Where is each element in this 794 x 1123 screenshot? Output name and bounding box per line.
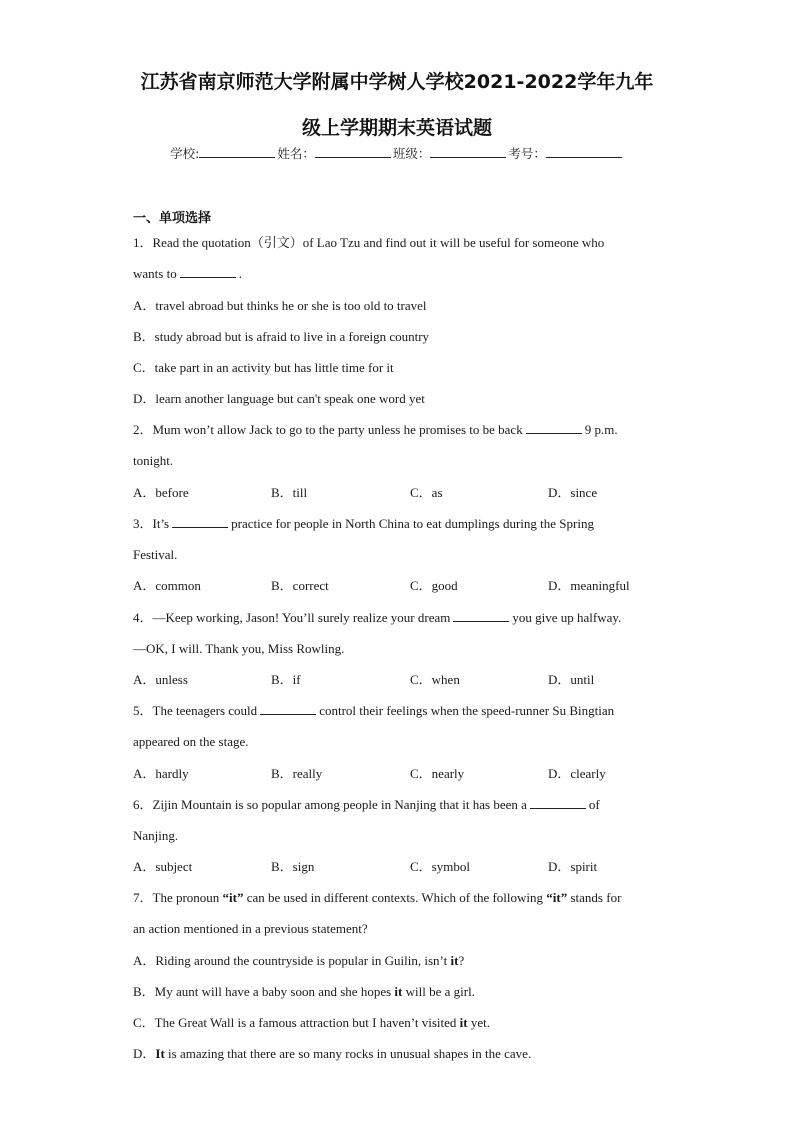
q5-stem-line-1 bbox=[133, 702, 614, 720]
q6-option-a: A．subject bbox=[133, 859, 193, 874]
q4-option-c: C．when bbox=[410, 672, 460, 687]
q4-stem-line-1 bbox=[133, 609, 621, 627]
q3-option-a: A．common bbox=[133, 578, 201, 593]
q1-stem-line-1: 1．Read the quotation（引文）of Lao Tzu and find out it will be useful for someone who bbox=[133, 235, 605, 250]
q7-option-c-end: yet. bbox=[470, 1015, 490, 1030]
q6-stem-line-1 bbox=[133, 796, 600, 814]
q4-stem-text: 4．—Keep working, Jason! You’ll surely realize your dream bbox=[133, 610, 451, 625]
q5-option-c: C．nearly bbox=[410, 766, 465, 781]
q7-option-a-text: A．Riding around the countryside is popular in Guilin, isn’t bbox=[133, 953, 448, 968]
q1-option-a: A．travel abroad but thinks he or she is too old to travel bbox=[133, 298, 427, 313]
q5-stem-text: 5．The teenagers could bbox=[133, 703, 258, 718]
q2-option-c: C．as bbox=[410, 485, 443, 500]
q2-option-d: D．since bbox=[548, 485, 598, 500]
exam-title-line-1: 江苏省南京师范大学附属中学树人学校2021-2022学年九年 bbox=[140, 71, 654, 93]
q3-option-d: D．meaningful bbox=[548, 578, 630, 593]
q6-answer-blank bbox=[530, 797, 586, 809]
q6-stem-end: of bbox=[588, 797, 600, 812]
number-blank bbox=[546, 145, 622, 158]
q3-stem-line-2: Festival. bbox=[133, 547, 178, 562]
q7-option-d-text: is amazing that there are so many rocks in unusual shapes in the cave. bbox=[168, 1046, 532, 1061]
q1-answer-blank bbox=[180, 266, 236, 278]
q1-option-b: B．study abroad but is afraid to live in a foreign country bbox=[133, 329, 430, 344]
q2-option-b: B．till bbox=[271, 485, 308, 500]
name-label: 姓名： bbox=[277, 146, 315, 161]
school-blank bbox=[199, 145, 275, 158]
q7-stem-part-2: can be used in different contexts. Which of the following bbox=[246, 890, 544, 905]
q5-answer-blank bbox=[260, 703, 316, 715]
q7-option-b-it: it bbox=[394, 984, 403, 999]
q1-option-c: C．take part in an activity but has little time for it bbox=[133, 360, 394, 375]
q7-option-b bbox=[133, 983, 475, 1001]
exam-title-line-2: 级上学期期末英语试题 bbox=[301, 117, 492, 139]
q1-stem-end: . bbox=[238, 266, 242, 281]
q7-option-d-label: D． bbox=[133, 1046, 156, 1061]
q6-option-b: B．sign bbox=[271, 859, 315, 874]
number-label: 考号： bbox=[508, 146, 546, 161]
student-info-row bbox=[0, 144, 794, 162]
q4-stem-line-2: —OK, I will. Thank you, Miss Rowling. bbox=[133, 641, 345, 656]
q7-stem-part-3: stands for bbox=[570, 890, 622, 905]
q4-stem-end: you give up halfway. bbox=[512, 610, 622, 625]
q4-option-d: D．until bbox=[548, 672, 595, 687]
q1-stem-line-2 bbox=[133, 265, 242, 283]
q5-stem-end: control their feelings when the speed-runner Su Bingtian bbox=[319, 703, 615, 718]
school-label: 学校: bbox=[170, 146, 200, 161]
name-blank bbox=[315, 145, 391, 158]
q7-option-b-end: will be a girl. bbox=[405, 984, 475, 999]
q3-stem-line-1 bbox=[133, 515, 594, 533]
q7-option-a-it: it bbox=[450, 953, 459, 968]
q2-option-a: A．before bbox=[133, 485, 189, 500]
q2-stem-line-2: tonight. bbox=[133, 453, 174, 468]
q7-it-quoted-1: “it” bbox=[222, 890, 244, 905]
q2-answer-blank bbox=[526, 422, 582, 434]
q7-option-a bbox=[133, 952, 464, 970]
q7-option-c-it: it bbox=[459, 1015, 468, 1030]
q7-option-d-it: It bbox=[155, 1046, 165, 1061]
q7-stem-line-1 bbox=[133, 889, 621, 907]
q7-option-b-text: B．My aunt will have a baby soon and she hopes bbox=[133, 984, 392, 999]
q2-stem-end: 9 p.m. bbox=[584, 422, 618, 437]
q7-option-c bbox=[133, 1014, 490, 1032]
q7-option-d bbox=[133, 1045, 531, 1063]
q4-answer-blank bbox=[453, 610, 509, 622]
q7-option-a-end: ? bbox=[458, 953, 465, 968]
q7-option-c-text: C．The Great Wall is a famous attraction but I haven’t visited bbox=[133, 1015, 457, 1030]
q4-option-a: A．unless bbox=[133, 672, 188, 687]
q3-stem-text: 3．It’s bbox=[133, 516, 170, 531]
q3-stem-end: practice for people in North China to eat dumplings during the Spring bbox=[231, 516, 594, 531]
q5-option-b: B．really bbox=[271, 766, 323, 781]
q2-stem-line-1 bbox=[133, 421, 618, 439]
q6-option-c: C．symbol bbox=[410, 859, 470, 874]
q1-option-d: D．learn another language but can't speak one word yet bbox=[133, 391, 425, 406]
q6-option-d: D．spirit bbox=[548, 859, 598, 874]
q6-stem-line-2: Nanjing. bbox=[133, 828, 179, 843]
q6-stem-text: 6．Zijin Mountain is so popular among people in Nanjing that it has been a bbox=[133, 797, 527, 812]
q5-option-a: A．hardly bbox=[133, 766, 189, 781]
class-blank bbox=[430, 145, 506, 158]
section-title: 一、单项选择 bbox=[133, 211, 212, 226]
q3-option-c: C．good bbox=[410, 578, 458, 593]
q5-option-d: D．clearly bbox=[548, 766, 606, 781]
q3-option-b: B．correct bbox=[271, 578, 329, 593]
q7-it-quoted-2: “it” bbox=[546, 890, 568, 905]
q3-answer-blank bbox=[172, 516, 228, 528]
q4-option-b: B．if bbox=[271, 672, 301, 687]
class-label: 班级： bbox=[392, 146, 431, 161]
q5-stem-line-2: appeared on the stage. bbox=[133, 734, 249, 749]
q7-stem-part-1: 7．The pronoun bbox=[133, 890, 220, 905]
q2-stem-text: 2．Mum won’t allow Jack to go to the party unless he promises to be back bbox=[133, 422, 523, 437]
q1-stem-text: wants to bbox=[133, 266, 177, 281]
q7-stem-line-2: an action mentioned in a previous statement? bbox=[133, 921, 368, 936]
